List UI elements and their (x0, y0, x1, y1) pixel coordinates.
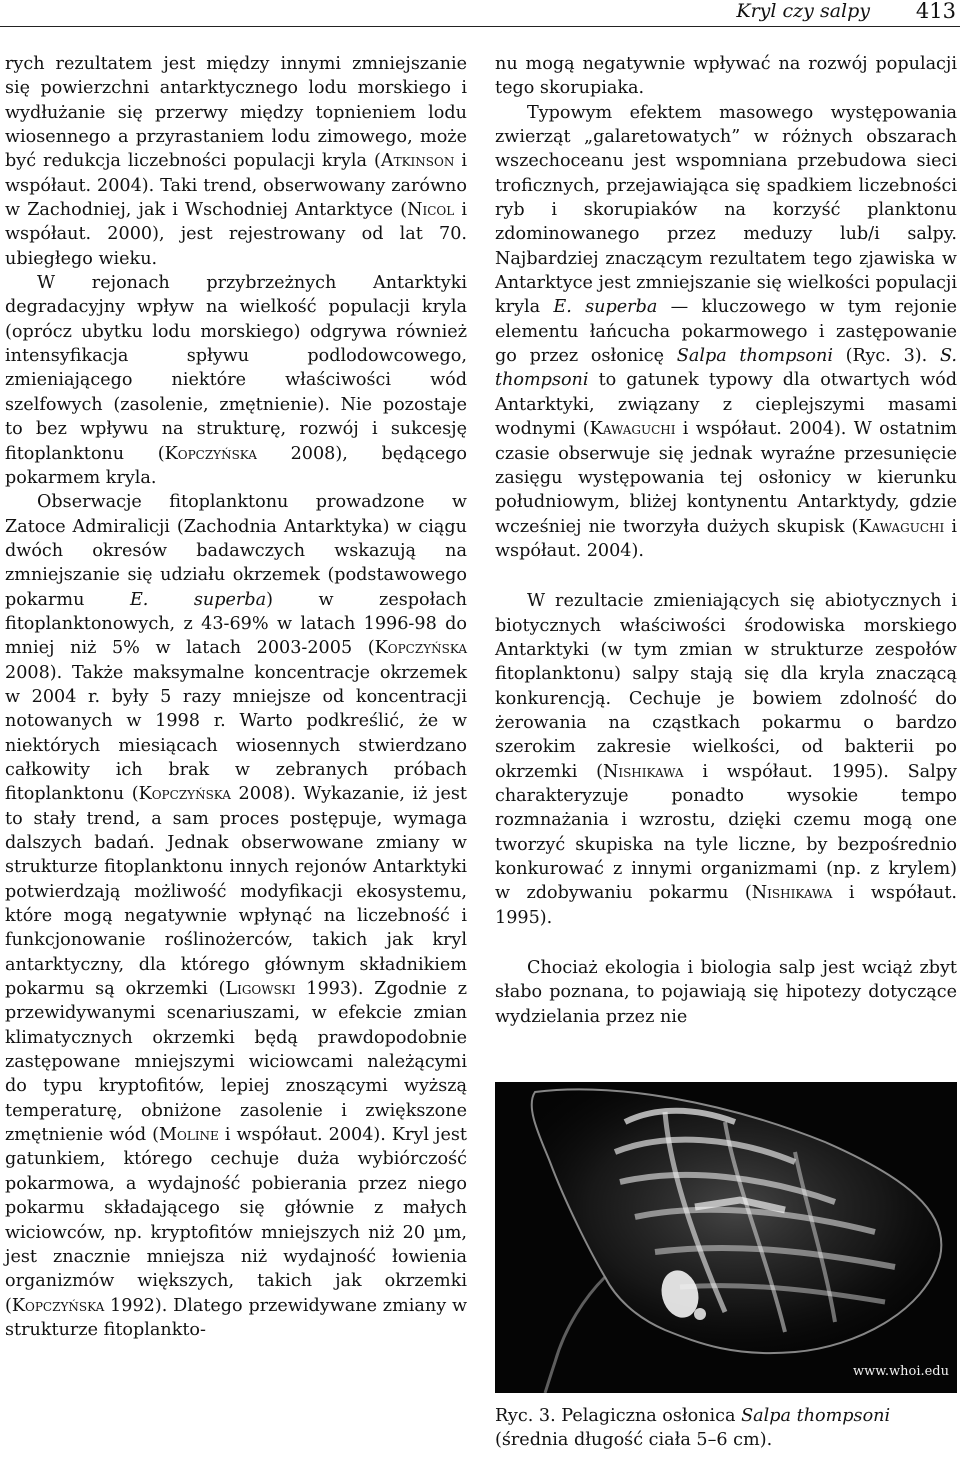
paragraph: W rejonach przybrzeżnych Antarktyki degradacyjny wpływ na wielkość populacji kryla (oprócz ubytku lodu morskiego) odgrywa również intensyfikacja spływu podlodowcowego, zmieniającego niektóre właściwości wód szelfowych (zasolenie, zmętnienie). Nie pozostaje to bez wpływu na strukturę, rozwój i sukcesję fitoplanktonu (Kopczyńska 2008), będącego pokarmem kryla. (5, 273, 467, 488)
citation-author: Kawaguchi (858, 516, 945, 537)
paragraph: rych rezultatem jest między innymi zmniejszanie się powierzchni antarktycznego lodu morskiego i wydłużanie się przerwy między topnieniem lodu wiosennego a przyrastaniem lodu zimowego, może być redukcja liczebności populacji kryla (Atkinson i współaut. 2004). Taki trend, obserwowany zarówno w Zachodniej, jak i Wschodniej Antarktyce (Nicol i współaut. 2000), jest rejestrowany od lat 70. ubiegłego wieku. (5, 54, 467, 269)
citation-author: Kopczyńska (374, 638, 467, 659)
running-title: Kryl czy salpy (736, 0, 870, 22)
page-header (0, 0, 960, 27)
citation-author: Kawaguchi (589, 419, 676, 440)
citation-author: Nishikawa (751, 883, 833, 904)
figure-salpa-photo (495, 1082, 957, 1393)
citation-author: Moline (159, 1125, 219, 1146)
species-name: E. superba (553, 297, 658, 318)
citation-author: Ligowski (225, 979, 296, 1000)
image-credit: www.whoi.edu (853, 1364, 949, 1379)
species-name: E. superba (129, 589, 267, 610)
citation-author: Kopczyńska (164, 443, 257, 464)
citation-author: Kopczyńska (11, 1295, 105, 1316)
species-name: S. thompsoni (495, 346, 957, 391)
paragraph: Obserwacje fitoplanktonu prowadzone w Zatoce Admiralicji (Zachodnia Antarktyka) w ciągu dwóch okresów badawczych wskazują na zmniejszanie się udziału okrzemek (podstawowego pokarmu E. superba) w zespołach fitoplanktonowych, z 43-69% w latach 1996-98 do mniej niż 5% w latach 2003-2005 (Kopczyńska 2008). Także maksymalne koncentracje okrzemek w 2004 r. były 5 razy mniejsze od koncentracji notowanych w 1998 r. Warto podkreślić, że w niektórych miesiącach wiosennych stwierdzano całkowity ich brak w zebranych próbach fitoplanktonu (Kopczyńska 2008). Wykazanie, iż jest to stały trend, a sam proces postępuje, wymaga dalszych badań. Jednak obserwowane zmiany w strukturze fitoplanktonu innych rejonów Antarktyki potwierdzają możliwość modyfikacji ekosystemu, które mogą negatywnie wpłynąć na liczebność i funkcjonowanie roślinożerców, takich jak kryl antarktyczny, dla którego głównym składnikiem pokarmu są okrzemki (Ligowski 1993). Zgodnie z przewidywanymi scenariuszami, w efekcie zmian klimatycznych okrzemki będą prawdopodobnie zastępowane mniejszymi wiciowcami należącymi do typu kryptofitów, lepiej znoszącymi wyższą temperaturę, obniżone zasolenie i zwiększone zmętnienie wód (Moline i współaut. 2004). Kryl jest gatunkiem, którego cechuje duża wybiórczość pokarmowa, a wydajność pobierania przez niego pokarmu składającego się głównie z małych wiciowców, np. kryptofitów mniejszych niż 20 µm, jest znacznie mniejsza niż wydajność łowienia organizmów większych, takich jak okrzemki (Kopczyńska 1992). Dlatego przewidywane zmiany w strukturze fitoplankto- (5, 492, 467, 1340)
salp-illustration (495, 1082, 957, 1393)
right-column (495, 52, 957, 1029)
citation-author: Nishikawa (602, 761, 684, 782)
citation-author: Kopczyńska (138, 784, 231, 805)
paragraph: nu mogą negatywnie wpływać na rozwój populacji tego skorupiaka. (495, 54, 957, 99)
figure-caption: Ryc. 3. Pelagiczna osłonica Salpa thompsoni (średnia długość ciała 5–6 cm). (495, 1406, 891, 1451)
paragraph: Chociaż ekologia i biologia salp jest wciąż zbyt słabo poznana, to pojawiają się hipotezy dotyczące wydzielania przez nie (495, 958, 957, 1027)
page-number: 413 (915, 0, 956, 23)
paragraph: Typowym efektem masowego występowania zwierząt „galaretowatych” w różnych obszarach wszechoceanu jest wspomniana przebudowa sieci troficznych, przejawiająca się spadkiem liczebności ryb i skorupiaków na korzyść planktonu zdominowanego przez meduzy lub/i salpy. Najbardziej znaczącym rezultatem tego zjawiska w Antarktyce jest zmniejszanie się wielkości populacji kryla E. superba — kluczowego w tym rejonie elementu łańcucha pokarmowego i zastępowanie go przez osłonicę Salpa thompsoni (Ryc. 3). S. thompsoni to gatunek typowy dla otwartych wód Antarktyki, związany z cieplejszymi masami wodnymi (Kawaguchi i współaut. 2004). W ostatnim czasie obserwuje się jednak wyraźne przesunięcie zasięgu występowania tej osłonicy w kierunku południowym, bliżej kontynentu Antarktydy, gdzie wcześniej nie tworzyła dużych skupisk (Kawaguchi i współaut. 2004). (495, 102, 957, 561)
citation-author: Atkinson (380, 151, 455, 172)
left-column (5, 52, 467, 1342)
species-name: Salpa thompsoni (676, 346, 833, 367)
species-name: Salpa thompsoni (741, 1406, 891, 1426)
paragraph: W rezultacie zmieniających się abiotycznych i biotycznych właściwości środowiska morskiego Antarktyki (w tym zmian w strukturze zespołów fitoplanktonu) salpy stają się dla kryla znaczącą konkurencją. Cechuje je bowiem zdolność do żerowania na cząstkach pokarmu o bardzo szerokim zakresie wielkości, od bakterii po okrzemki (Nishikawa i współaut. 1995). Salpy charakteryzuje ponadto wysokie tempo rozmnażania i wzrostu, dzięki czemu mogą one tworzyć skupiska na tyle liczne, by bezpośrednio konkurować z innymi organizmami (np. z krylem) w zdobywaniu pokarmu (Nishikawa i współaut. 1995). (495, 591, 957, 928)
citation-author: Nicol (407, 200, 455, 221)
